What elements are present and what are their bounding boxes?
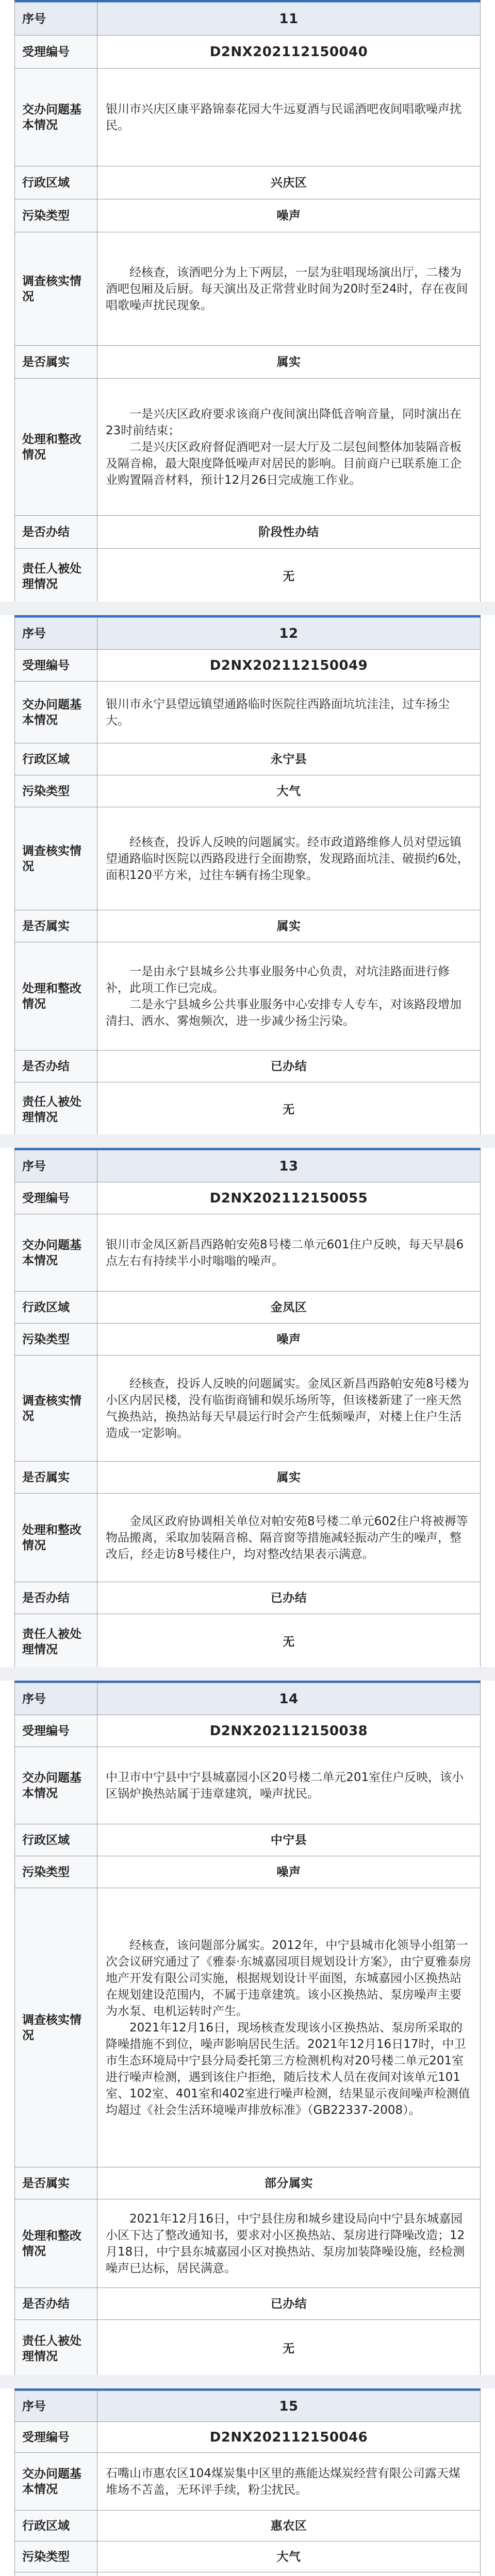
verified-row xyxy=(15,910,481,942)
verified-value: 部分属实 xyxy=(97,2167,481,2199)
accountability-value: 无 xyxy=(97,1082,481,1137)
pollution-value: 噪声 xyxy=(97,199,481,232)
issue-row xyxy=(15,69,481,166)
investigation-paragraph: 经核查，投诉人反映的问题属实。经市政道路维修人员对望远镇望通路临时医院以西路段进行全面勘察，发现路面坑洼、破损约6处，面积120平方米，过往车辆有扬尘现象。 xyxy=(106,835,469,882)
investigation-label: 调查核实情况 xyxy=(15,1355,97,1462)
handling-paragraph: 二是永宁县城乡公共事业服务中心安排专人专车，对该路段增加清扫、洒水、雾炮频次，进一步减少扬尘污染。 xyxy=(106,997,461,1028)
issue-value: 中卫市中宁县中宁县城嘉园小区20号楼二单元201室住户反映，该小区锅炉换热站属于违章建筑，噪声扰民。 xyxy=(97,1747,481,1824)
code-label: 受理编号 xyxy=(15,36,97,69)
investigation-label: 调查核实情况 xyxy=(15,1888,97,2167)
seq-label: 序号 xyxy=(15,618,97,650)
seq-value: 11 xyxy=(97,3,481,36)
accountability-label: 责任人被处理情况 xyxy=(15,549,97,604)
investigation-paragraph: 经核查，投诉人反映的问题属实。金凤区新昌西路帕安苑8号楼为小区内居民楼，没有临街商铺和娱乐场所等，但该楼新建了一座天然气换热站，换热站每天早晨运行时会产生低频噪声，对楼上住户生活造成一定影响。 xyxy=(106,1377,469,1440)
concluded-row xyxy=(15,2288,481,2320)
pollution-row xyxy=(15,1856,481,1888)
district-label: 行政区域 xyxy=(15,1292,97,1324)
pollution-value: 大气 xyxy=(97,2541,481,2572)
pollution-row xyxy=(15,199,481,232)
concluded-label: 是否办结 xyxy=(15,516,97,549)
verified-label: 是否属实 xyxy=(15,2167,97,2199)
code-value: D2NX202112150049 xyxy=(97,650,481,682)
concluded-value: 阶段性办结 xyxy=(97,516,481,549)
pollution-label: 污染类型 xyxy=(15,2541,97,2572)
handling-paragraph: 金凤区政府协调相关单位对帕安苑8号楼二单元602住户将被褥等物品搬离，采取加装隔音棉、隔音窗等措施减轻振动产生的噪声，整改后，经走访8号楼住户，均对整改结果表示满意。 xyxy=(106,1514,468,1561)
pollution-label: 污染类型 xyxy=(15,1324,97,1355)
record-card xyxy=(14,1148,481,1667)
investigation-row xyxy=(15,232,481,346)
concluded-label: 是否办结 xyxy=(15,1050,97,1082)
pollution-value: 大气 xyxy=(97,775,481,807)
issue-label: 交办问题基本情况 xyxy=(15,69,97,166)
pollution-row xyxy=(15,2541,481,2572)
handling-row xyxy=(15,1494,481,1582)
seq-row xyxy=(15,3,481,36)
verified-row xyxy=(15,346,481,379)
verified-row xyxy=(15,1462,481,1494)
verified-row xyxy=(15,2167,481,2199)
district-row xyxy=(15,2511,481,2541)
handling-row xyxy=(15,2199,481,2288)
handling-paragraph: 2021年12月16日，中宁县住房和城乡建设局向中宁县东城嘉园小区下达了整改通知书，要求对小区换热站、泵房进行降噪改造；12月18日，中宁县东城嘉园小区对换热站、泵房加装降噪设施，经检测噪声已达标，居民满意。 xyxy=(106,2212,465,2275)
code-row xyxy=(15,1715,481,1747)
district-value: 永宁县 xyxy=(97,743,481,775)
handling-value xyxy=(97,2199,481,2288)
code-label: 受理编号 xyxy=(15,650,97,682)
handling-value xyxy=(97,379,481,516)
district-value: 兴庆区 xyxy=(97,166,481,199)
concluded-row xyxy=(15,1050,481,1082)
record-card xyxy=(14,0,481,602)
investigation-label: 调查核实情况 xyxy=(15,232,97,346)
handling-row xyxy=(15,942,481,1050)
seq-value: 14 xyxy=(97,1683,481,1715)
code-value: D2NX202112150055 xyxy=(97,1182,481,1214)
investigation-paragraph: 经核查，该问题部分属实。2012年，中宁县城市化领导小组第一次会议研究通过了《雅泰·东城嘉园项目规划设计方案》，由宁夏雅泰房地产开发有限公司实施，根据规划设计平面图，东城嘉园小区换热站在规划建设范围内，不属于违章建筑。该小区换热站、泵房噪声主要为水泵、电机运转时产生。 xyxy=(106,1938,471,2018)
pollution-value: 噪声 xyxy=(97,1324,481,1355)
issue-row xyxy=(15,682,481,743)
accountability-row xyxy=(15,549,481,604)
seq-label: 序号 xyxy=(15,3,97,36)
verified-value: 属实 xyxy=(97,1462,481,1494)
investigation-row xyxy=(15,1355,481,1462)
seq-value: 15 xyxy=(97,2391,481,2422)
investigation-value xyxy=(97,807,481,910)
record-divider xyxy=(0,602,495,615)
issue-value: 银川市兴庆区康平路锦泰花园大牛远夏酒与民谣酒吧夜间唱歌噪声扰民。 xyxy=(97,69,481,166)
handling-row xyxy=(15,379,481,516)
verified-label: 是否属实 xyxy=(15,1462,97,1494)
accountability-label: 责任人被处理情况 xyxy=(15,2320,97,2378)
investigation-row xyxy=(15,1888,481,2167)
district-value: 惠农区 xyxy=(97,2511,481,2541)
issue-row xyxy=(15,1747,481,1824)
pollution-row xyxy=(15,775,481,807)
investigation-label xyxy=(15,2572,97,2576)
issue-value: 石嘴山市惠农区104煤炭集中区里的燕能达煤炭经营有限公司露天煤堆场不苫盖，无环评手续，粉尘扰民。 xyxy=(97,2453,481,2511)
issue-row xyxy=(15,1214,481,1292)
pollution-value: 噪声 xyxy=(97,1856,481,1888)
code-row xyxy=(15,36,481,69)
seq-row xyxy=(15,618,481,650)
concluded-value: 已办结 xyxy=(97,2288,481,2320)
district-label: 行政区域 xyxy=(15,743,97,775)
handling-label: 处理和整改情况 xyxy=(15,379,97,516)
concluded-value: 已办结 xyxy=(97,1582,481,1614)
verified-label: 是否属实 xyxy=(15,346,97,379)
seq-value: 13 xyxy=(97,1150,481,1182)
accountability-row xyxy=(15,1082,481,1137)
issue-value: 银川市永宁县望远镇望通路临时医院往西路面坑坑洼洼，过车扬尘大。 xyxy=(97,682,481,743)
accountability-label: 责任人被处理情况 xyxy=(15,1614,97,1670)
handling-label: 处理和整改情况 xyxy=(15,2199,97,2288)
handling-value xyxy=(97,1494,481,1582)
issue-value: 银川市金凤区新昌西路帕安苑8号楼二单元601住户反映，每天早晨6点左右有持续半小时嗡嗡的噪声。 xyxy=(97,1214,481,1292)
accountability-label: 责任人被处理情况 xyxy=(15,1082,97,1137)
district-value: 中宁县 xyxy=(97,1824,481,1856)
record-card xyxy=(14,1681,481,2375)
issue-label: 交办问题基本情况 xyxy=(15,1747,97,1824)
pollution-label: 污染类型 xyxy=(15,775,97,807)
district-label: 行政区域 xyxy=(15,1824,97,1856)
record-divider xyxy=(0,2375,495,2388)
code-label: 受理编号 xyxy=(15,1182,97,1214)
concluded-row xyxy=(15,1582,481,1614)
investigation-value xyxy=(97,2572,481,2576)
seq-row xyxy=(15,2391,481,2422)
code-value: D2NX202112150040 xyxy=(97,36,481,69)
pollution-label: 污染类型 xyxy=(15,1856,97,1888)
issue-label: 交办问题基本情况 xyxy=(15,2453,97,2511)
accountability-value: 无 xyxy=(97,1614,481,1670)
seq-value: 12 xyxy=(97,618,481,650)
handling-paragraph: 一是兴庆区政府要求该商户夜间演出降低音响音量，同时演出在23时前结束； xyxy=(106,407,461,437)
code-label: 受理编号 xyxy=(15,1715,97,1747)
code-value: D2NX202112150046 xyxy=(97,2422,481,2453)
issue-row xyxy=(15,2453,481,2511)
record-divider xyxy=(0,1667,495,1681)
investigation-value xyxy=(97,1888,481,2167)
code-value: D2NX202112150038 xyxy=(97,1715,481,1747)
accountability-row xyxy=(15,1614,481,1670)
investigation-row xyxy=(15,807,481,910)
investigation-label: 调查核实情况 xyxy=(15,807,97,910)
record-card xyxy=(14,2388,481,2576)
code-row xyxy=(15,1182,481,1214)
code-label: 受理编号 xyxy=(15,2422,97,2453)
investigation-value xyxy=(97,1355,481,1462)
seq-label: 序号 xyxy=(15,2391,97,2422)
seq-label: 序号 xyxy=(15,1683,97,1715)
issue-label: 交办问题基本情况 xyxy=(15,682,97,743)
handling-label: 处理和整改情况 xyxy=(15,942,97,1050)
accountability-value: 无 xyxy=(97,2320,481,2378)
issue-label: 交办问题基本情况 xyxy=(15,1214,97,1292)
handling-label: 处理和整改情况 xyxy=(15,1494,97,1582)
district-label: 行政区域 xyxy=(15,2511,97,2541)
district-value: 金凤区 xyxy=(97,1292,481,1324)
investigation-value xyxy=(97,232,481,346)
concluded-row xyxy=(15,516,481,549)
district-row xyxy=(15,743,481,775)
handling-paragraph: 一是由永宁县城乡公共事业服务中心负责，对坑洼路面进行修补，此项工作已完成。 xyxy=(106,964,450,995)
handling-paragraph: 二是兴庆区政府督促酒吧对一层大厅及二层包间整体加装隔音板及隔音棉，最大限度降低噪声对居民的影响。目前商户已联系施工企业购置隔音材料，预计12月26日完成施工作业。 xyxy=(106,440,461,487)
code-row xyxy=(15,650,481,682)
accountability-row xyxy=(15,2320,481,2378)
seq-label: 序号 xyxy=(15,1150,97,1182)
code-row xyxy=(15,2422,481,2453)
verified-value: 属实 xyxy=(97,346,481,379)
concluded-label: 是否办结 xyxy=(15,1582,97,1614)
seq-row xyxy=(15,1683,481,1715)
record-card xyxy=(14,615,481,1134)
pollution-row xyxy=(15,1324,481,1355)
investigation-row xyxy=(15,2572,481,2576)
investigation-paragraph: 2021年12月16日，现场核查发现该小区换热站、泵房所采取的降噪措施不到位，噪声影响居民生活。2021年12月16日17时，中卫市生态环境局中宁县分局委托第三方检测机构对20号楼二单元201室进行噪声检测，遇到该住户拒绝，随后技术人员在夜间对该单元101室、102室、401室和402室进行噪声检测，结果显示夜间噪声检测值均超过《社会生活环境噪声排放标准》（GB22337-2008）。 xyxy=(106,2021,470,2117)
accountability-value: 无 xyxy=(97,549,481,604)
district-label: 行政区域 xyxy=(15,166,97,199)
district-row xyxy=(15,1824,481,1856)
seq-row xyxy=(15,1150,481,1182)
handling-value xyxy=(97,942,481,1050)
verified-label: 是否属实 xyxy=(15,910,97,942)
verified-value: 属实 xyxy=(97,910,481,942)
investigation-paragraph: 经核查，该酒吧分为上下两层，一层为驻唱现场演出厅，二楼为酒吧包厢及后厨。每天演出及正常营业时间为20时至24时，存在夜间唱歌噪声扰民现象。 xyxy=(106,265,468,312)
concluded-value: 已办结 xyxy=(97,1050,481,1082)
district-row xyxy=(15,1292,481,1324)
concluded-label: 是否办结 xyxy=(15,2288,97,2320)
district-row xyxy=(15,166,481,199)
record-divider xyxy=(0,1134,495,1148)
pollution-label: 污染类型 xyxy=(15,199,97,232)
